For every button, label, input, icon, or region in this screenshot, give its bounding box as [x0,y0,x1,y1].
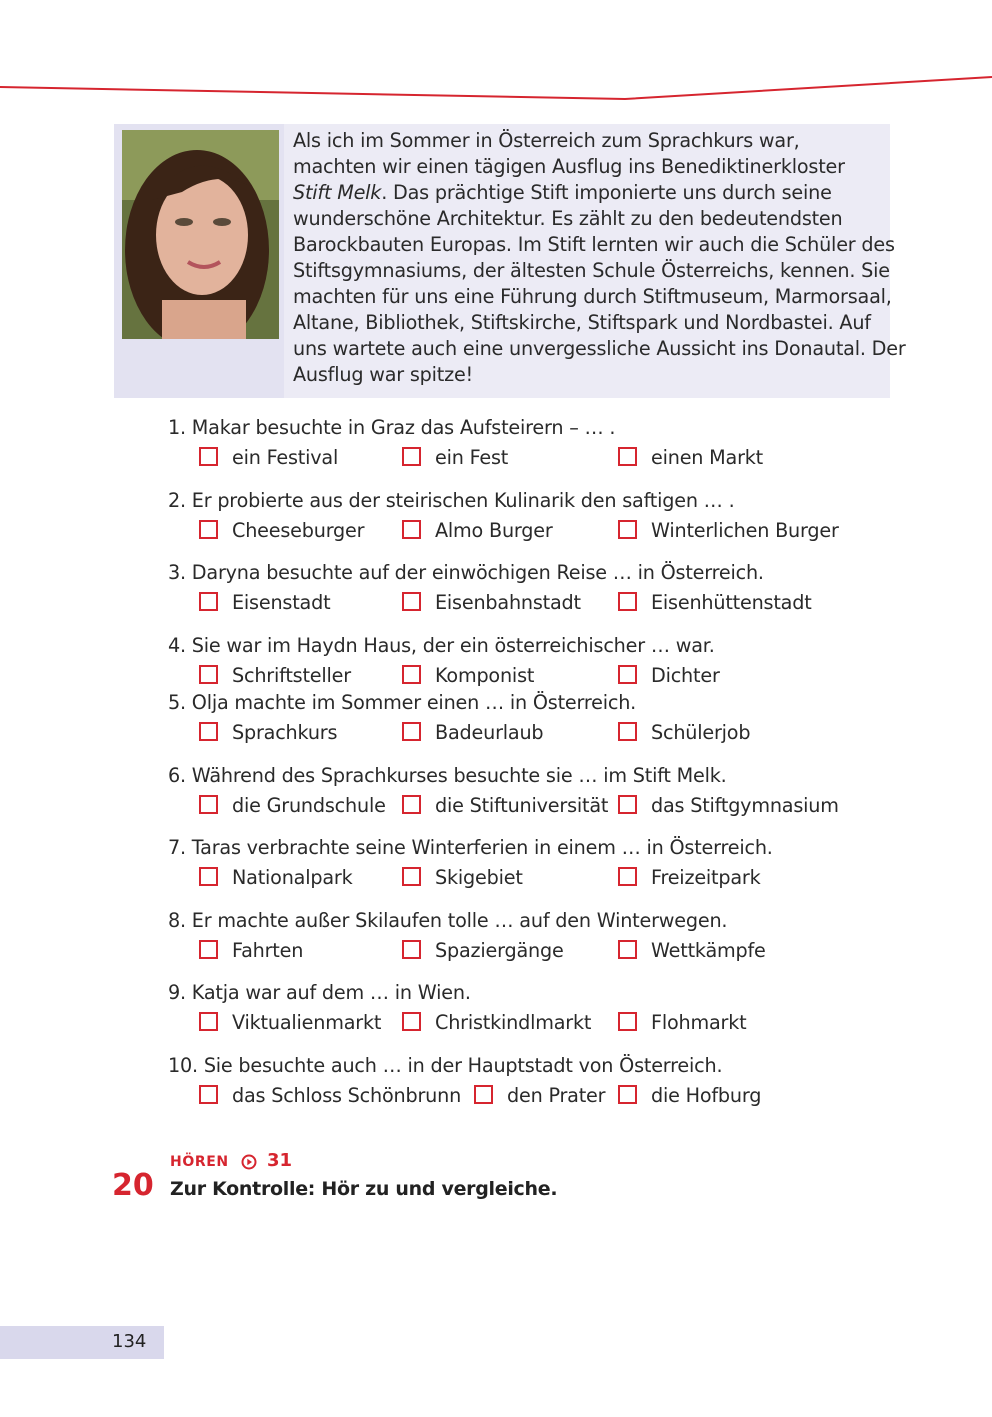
checkbox[interactable] [618,867,637,886]
option-label: Flohmarkt [651,1011,747,1034]
question-text: 7. Taras verbrachte seine Winterferien in einem … in Österreich. [168,836,773,859]
option-label: Eisenbahnstadt [435,591,581,614]
story-box [114,124,906,398]
checkbox[interactable] [402,795,421,814]
checkbox[interactable] [199,520,218,539]
option-label: Komponist [435,664,535,687]
option-label: die Hofburg [651,1084,762,1107]
option-label: Fahrten [232,939,304,962]
option-label: das Stiftgymnasium [651,794,839,817]
checkbox[interactable] [618,665,637,684]
checkbox[interactable] [402,592,421,611]
story-line: Barockbauten Europas. Im Stift lernten wir auch die Schüler des [293,233,895,256]
option-label: ein Festival [232,446,339,469]
question-text: 5. Olja machte im Sommer einen … in Österreich. [168,691,637,714]
story-line: Ausflug war spitze! [293,363,474,386]
option-label: Skigebiet [435,866,523,889]
checkbox[interactable] [402,867,421,886]
checkbox[interactable] [199,1012,218,1031]
checkbox[interactable] [199,1085,218,1104]
option-label: Viktualienmarkt [232,1011,382,1034]
question-text: 9. Katja war auf dem … in Wien. [168,981,471,1004]
option-label: das Schloss Schönbrunn [232,1084,462,1107]
checkbox[interactable] [199,795,218,814]
option-label: einen Markt [651,446,763,469]
option-label: Cheeseburger [232,519,365,542]
option-label: die Grundschule [232,794,386,817]
option-label: Schülerjob [651,721,751,744]
question-text: 1. Makar besuchte in Graz das Aufsteirern – … . [168,416,616,439]
option-label: Sprachkurs [232,721,338,744]
option-label: Eisenhüttenstadt [651,591,812,614]
checkbox[interactable] [474,1085,493,1104]
checkbox[interactable] [402,520,421,539]
question-text: 6. Während des Sprachkurses besuchte sie … im Stift Melk. [168,764,727,787]
story-text [284,124,906,398]
option-label: Almo Burger [435,519,553,542]
checkbox[interactable] [199,722,218,741]
option-label: Freizeitpark [651,866,761,889]
checkbox[interactable] [199,940,218,959]
story-line: Als ich im Sommer in Österreich zum Sprachkurs war, [293,129,800,152]
checkbox[interactable] [199,867,218,886]
question-text: 4. Sie war im Haydn Haus, der ein österreichischer … war. [168,634,715,657]
task-title: Zur Kontrolle: Hör zu und vergleiche. [170,1178,558,1200]
option-label: den Prater [507,1084,606,1107]
checkbox[interactable] [618,1012,637,1031]
option-label: Nationalpark [232,866,353,889]
checkbox[interactable] [199,447,218,466]
top-rule [0,70,992,110]
section-category: HÖREN [170,1154,229,1170]
story-line: uns wartete auch eine unvergessliche Aussicht ins Donautal. Der [293,337,906,360]
checkbox[interactable] [402,447,421,466]
option-label: Schriftsteller [232,664,351,687]
checkbox[interactable] [199,592,218,611]
question-text: 8. Er machte außer Skilaufen tolle … auf den Winterwegen. [168,909,728,932]
option-label: Winterlichen Burger [651,519,839,542]
option-label: Eisenstadt [232,591,331,614]
story-line: machten für uns eine Führung durch Stiftmuseum, Marmorsaal, [293,285,892,308]
story-line: Stiftsgymnasiums, der ältesten Schule Österreichs, kennen. Sie [293,259,890,282]
story-line: wunderschöne Architektur. Es zählt zu den bedeutendsten [293,207,843,230]
story-line: machten wir einen tägigen Ausflug ins Benediktinerkloster [293,155,845,178]
play-circle-icon[interactable] [241,1154,257,1170]
checkbox[interactable] [618,1085,637,1104]
option-label: ein Fest [435,446,509,469]
portrait-photo [122,130,279,339]
checkbox[interactable] [402,665,421,684]
option-label: Badeurlaub [435,721,544,744]
checkbox[interactable] [199,665,218,684]
option-label: Spaziergänge [435,939,564,962]
story-line [293,180,884,206]
checkbox[interactable] [618,795,637,814]
page-number: 134 [112,1331,147,1352]
checkbox[interactable] [402,940,421,959]
checkbox[interactable] [618,447,637,466]
option-label: Wettkämpfe [651,939,766,962]
story-line-rest: . Das prächtige Stift imponierte uns durch seine [381,181,832,204]
option-label: Dichter [651,664,720,687]
checkbox[interactable] [618,722,637,741]
question-text: 10. Sie besuchte auch … in der Hauptstadt von Österreich. [168,1054,723,1077]
checkbox[interactable] [618,940,637,959]
option-label: die Stiftuniversität [435,794,609,817]
story-italic-name: Stift Melk [293,181,382,204]
section-number: 20 [112,1168,154,1203]
question-text: 3. Daryna besuchte auf der einwöchigen Reise … in Österreich. [168,561,764,584]
checkbox[interactable] [402,722,421,741]
option-label: Christkindlmarkt [435,1011,592,1034]
checkbox[interactable] [402,1012,421,1031]
checkbox[interactable] [618,592,637,611]
audio-track-number: 31 [267,1150,293,1171]
story-line: Altane, Bibliothek, Stiftskirche, Stiftspark und Nordbastei. Auf [293,311,871,334]
question-text: 2. Er probierte aus der steirischen Kulinarik den saftigen … . [168,489,735,512]
checkbox[interactable] [618,520,637,539]
